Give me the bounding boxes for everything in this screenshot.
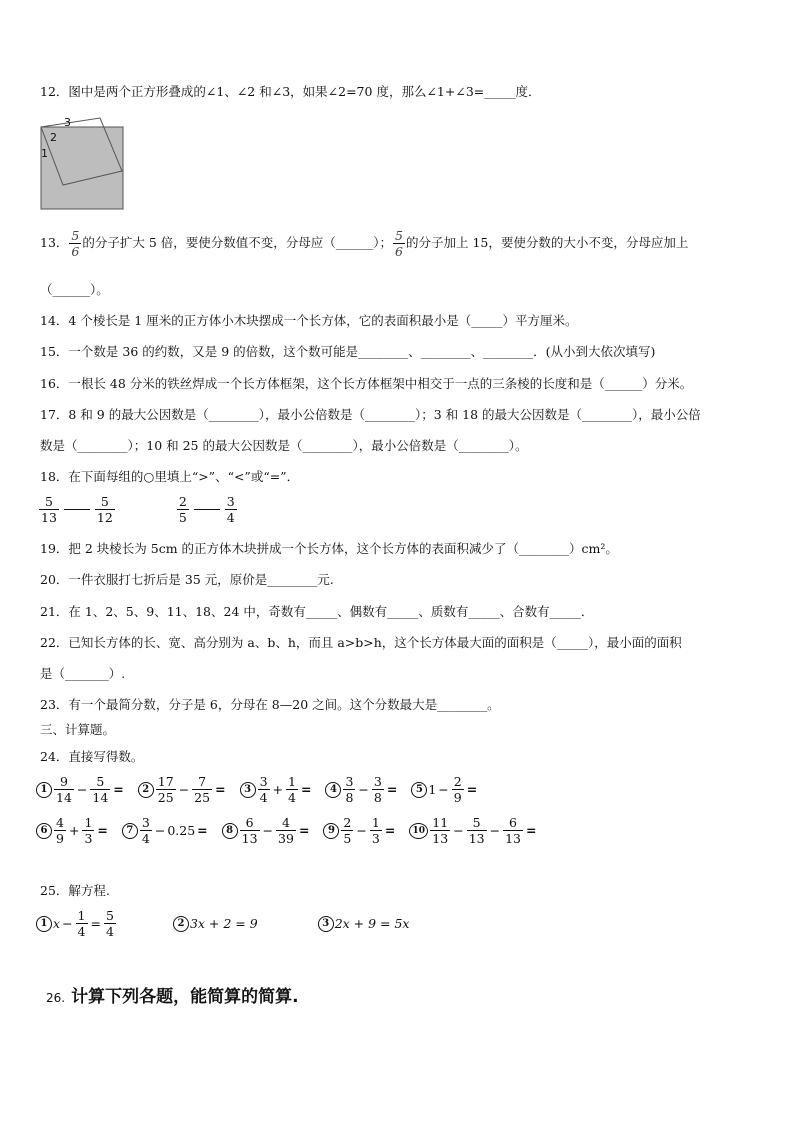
calc-item-3: 3 $\frac{3}{4}$ + $\frac{1}{4}$ = (240, 774, 318, 805)
equation-row (36, 908, 410, 939)
question-22-line2: 是（_______）. (40, 666, 126, 681)
question-19: 19．把 2 块棱长为 5cm 的正方体木块拼成一个长方体，这个长方体的表面积减少了（________）cm²。 (40, 541, 618, 556)
question-12: 12．图中是两个正方形叠成的∠1、∠2 和∠3，如果∠2=70 度，那么∠1+∠3=_____度． (40, 84, 541, 99)
question-15: 15．一个数是 36 的约数，又是 9 的倍数，这个数可能是________、________、________．(从小到大依次填写) (40, 344, 656, 359)
calc-item-10: 10 $\frac{11}{13}$ − $\frac{5}{13}$ − $\frac{6}{13}$ = (409, 815, 542, 846)
question-23: 23．有一个最简分数，分子是 6，分母在 8—20 之间。这个分数最大是________。 (40, 697, 500, 712)
angle-label-1: 1 (41, 147, 48, 160)
fraction: $\frac{5}{13}$ (41, 494, 57, 525)
calc-item-1: 1 $\frac{9}{14}$ − $\frac{5}{14}$ = (36, 774, 130, 805)
calc-item-9: 9 $\frac{2}{5}$ − $\frac{1}{3}$ = (323, 815, 401, 846)
question-17-line2: 数是（________）；10 和 25 的最大公因数是（________），最小公倍数是（________）。 (40, 438, 528, 453)
question-24: 24．直接写得数。 (40, 749, 144, 764)
question-17-line1: 17．8 和 9 的最大公因数是（________），最小公倍数是（________）；3 和 18 的最大公因数是（________），最小公倍 (40, 407, 701, 422)
fraction: $\frac{2}{5}$ (178, 494, 187, 525)
calc-item-4: 4 $\frac{3}{8}$ − $\frac{3}{8}$ = (325, 774, 403, 805)
calc-row-2 (36, 815, 550, 846)
question-20: 20．一件衣服打七折后是 35 元，原价是________元. (40, 572, 334, 587)
question-13: 13． $\frac{5}{6}$ 的分子扩大 5 倍，要使分数值不变，分母应（______）； $\frac{5}{6}$ 的分子加上 15，要使分数的大小不变，分母应加上 (40, 228, 689, 259)
squares-figure (38, 115, 128, 213)
question-18: 18．在下面每组的○里填上“>”、“<”或“=”． (40, 469, 300, 484)
fraction: $\frac{3}{4}$ (226, 494, 235, 525)
question-number: 13． (40, 235, 69, 250)
calc-item-8: 8 $\frac{6}{13}$ − $\frac{4}{39}$ = (222, 815, 316, 846)
question-14: 14．4 个棱长是 1 厘米的正方体小木块摆成一个长方体，它的表面积最小是（_____）平方厘米。 (40, 313, 578, 328)
question-13-line2: （______）。 (40, 282, 109, 297)
section-3-heading: 三、计算题。 (40, 722, 116, 737)
equation-1: 1 x − $\frac{1}{4}$ = $\frac{5}{4}$ (36, 908, 117, 939)
question-21: 21．在 1、2、5、9、11、18、24 中，奇数有_____、偶数有_____、质数有_____、合数有_____． (40, 604, 594, 619)
calc-item-7: 7 $\frac{3}{4}$ − 0.25 = (122, 815, 214, 846)
question-16: 16．一根长 48 分米的铁丝焊成一个长方体框架，这个长方体框架中相交于一点的三条棱的长度和是（______）分米。 (40, 376, 693, 391)
calc-row-1 (36, 774, 491, 805)
equation-3: 3 2x + 9 = 5x (318, 916, 410, 932)
compare-blank[interactable] (64, 509, 90, 510)
question-22-line1: 22．已知长方体的长、宽、高分别为 a、b、h，而且 a>b>h，这个长方体最大面的面积是（_____），最小面的面积 (40, 635, 682, 650)
angle-label-3: 3 (64, 116, 71, 129)
calc-item-2: 2 $\frac{17}{25}$ − $\frac{7}{25}$ = (138, 774, 232, 805)
fraction-5-6: $\frac{5}{6}$ (71, 228, 80, 259)
equation-2: 2 3x + 2 = 9 (173, 916, 258, 932)
angle-label-2: 2 (50, 131, 57, 144)
question-26-heading: 26. 计算下列各题，能简算的简算. (46, 987, 299, 1007)
compare-blank[interactable] (194, 509, 220, 510)
question-25: 25．解方程. (40, 883, 110, 898)
comparison-row (38, 494, 238, 525)
fraction-5-6: $\frac{5}{6}$ (395, 228, 403, 259)
calc-item-5: 5 1 − $\frac{2}{9}$ = (411, 774, 483, 805)
calc-item-6: 6 $\frac{4}{9}$ + $\frac{1}{3}$ = (36, 815, 114, 846)
fraction: $\frac{5}{12}$ (96, 494, 113, 525)
